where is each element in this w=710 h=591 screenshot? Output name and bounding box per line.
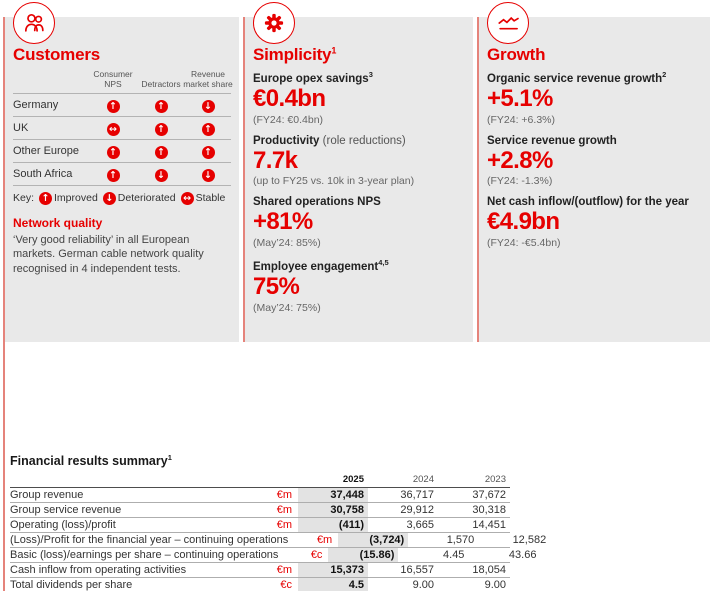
row-label: Group revenue bbox=[10, 489, 84, 502]
value-cell-2024: 3,665 bbox=[406, 519, 434, 532]
value-cell-2025: (15.86) bbox=[328, 548, 398, 562]
simplicity-title-text: Simplicity bbox=[253, 45, 332, 64]
key-item-label: Deteriorated bbox=[117, 192, 176, 205]
deteriorated-icon: ↓ bbox=[155, 169, 168, 182]
metric-caption: (May’24: 75%) bbox=[253, 301, 321, 314]
value-cell-2025: 4.5 bbox=[298, 578, 368, 591]
value-cell-2025: (3,724) bbox=[338, 533, 408, 547]
value-cell-2024: 36,717 bbox=[400, 489, 434, 502]
metric bbox=[253, 258, 465, 314]
customers-table-header bbox=[13, 70, 231, 93]
customers-card bbox=[3, 17, 239, 342]
left-rule bbox=[3, 342, 5, 591]
metric-caption: (up to FY25 vs. 10k in 3-year plan) bbox=[253, 175, 415, 188]
status-cell bbox=[87, 142, 139, 160]
improved-icon: ↑ bbox=[107, 169, 120, 182]
value-cell-2023: 9.00 bbox=[484, 579, 506, 591]
customers-table-row bbox=[13, 93, 231, 116]
metric bbox=[253, 135, 465, 188]
value-cell-2025: 37,448 bbox=[298, 488, 368, 502]
unit-cell: €m bbox=[276, 564, 292, 577]
value-cell-2024: 29,912 bbox=[400, 504, 434, 517]
metric-caption: (FY24: +6.3%) bbox=[487, 113, 555, 126]
financial-table-header bbox=[10, 474, 510, 487]
improved-icon: ↑ bbox=[155, 100, 168, 113]
year-header-2024: 2024 bbox=[412, 474, 434, 486]
customers-status-rows bbox=[13, 93, 231, 186]
status-cell bbox=[183, 142, 233, 160]
improved-icon: ↑ bbox=[202, 123, 215, 136]
metric-value: 7.7k bbox=[253, 146, 298, 174]
metric-label: Employee engagement$^{4,5}$ bbox=[253, 258, 389, 274]
trend-line-icon bbox=[487, 2, 529, 44]
value-cell-2023: 12,582 bbox=[512, 534, 547, 547]
value-cell-2024: 1,570 bbox=[446, 534, 475, 547]
metric-label: Shared operations NPS bbox=[253, 196, 381, 209]
metric-caption: (May’24: 85%) bbox=[253, 237, 321, 250]
deteriorated-icon: ↓ bbox=[103, 192, 116, 205]
status-cell bbox=[139, 165, 183, 183]
growth-title-text: Growth bbox=[487, 45, 546, 64]
row-label: Basic (loss)/earnings per share – continuing operations bbox=[10, 549, 279, 562]
status-cell bbox=[183, 165, 233, 183]
status-cell bbox=[87, 96, 139, 114]
status-key-items bbox=[34, 192, 225, 205]
improved-icon: ↑ bbox=[107, 146, 120, 159]
unit-cell: €m bbox=[316, 534, 333, 547]
metric-label: Organic service revenue growth$^2$ bbox=[487, 70, 667, 85]
people-icon bbox=[13, 2, 55, 44]
unit-cell: €m bbox=[276, 504, 292, 517]
unit-cell: €m bbox=[276, 519, 292, 532]
row-label: Cash inflow from operating activities bbox=[10, 564, 187, 577]
simplicity-title bbox=[253, 45, 465, 65]
value-cell-2024: 4.45 bbox=[443, 549, 465, 562]
growth-metrics bbox=[487, 70, 702, 249]
customers-title-text: Customers bbox=[13, 45, 101, 64]
key-item-label: Improved bbox=[54, 192, 98, 205]
metric-value: €4.9bn bbox=[487, 208, 560, 236]
customers-table-row bbox=[13, 162, 231, 185]
financial-table-row bbox=[10, 547, 537, 562]
improved-icon: ↑ bbox=[39, 192, 52, 205]
network-quality-body: ‘Very good reliability’ in all European markets. German cable network quality recognised in 4 independent tests. bbox=[13, 233, 204, 276]
metric bbox=[487, 135, 702, 188]
growth-card bbox=[477, 17, 710, 342]
row-label: Operating (loss)/profit bbox=[10, 519, 116, 532]
improved-icon: ↑ bbox=[155, 123, 168, 136]
financial-table-row bbox=[10, 562, 510, 577]
status-cell bbox=[139, 119, 183, 137]
financial-table-row bbox=[10, 502, 510, 517]
status-cell bbox=[183, 119, 233, 137]
row-label: (Loss)/Profit for the financial year – continuing operations bbox=[10, 534, 289, 547]
region-label: Germany bbox=[13, 98, 59, 111]
deteriorated-icon: ↓ bbox=[202, 100, 215, 113]
metric-label: Productivity (role reductions) bbox=[253, 134, 406, 147]
metric-label: Europe opex savings$^3$ bbox=[253, 70, 373, 85]
improved-icon: ↑ bbox=[202, 146, 215, 159]
growth-title bbox=[487, 45, 702, 65]
value-cell-2024: 9.00 bbox=[412, 579, 434, 591]
value-cell-2025: 30,758 bbox=[298, 503, 368, 517]
financial-results-section bbox=[10, 453, 547, 591]
value-cell-2023: 43.66 bbox=[508, 549, 537, 562]
financial-table-row bbox=[10, 517, 510, 532]
metric-label-suffix: (role reductions) bbox=[319, 134, 406, 147]
metric-caption: (FY24: -€5.4bn) bbox=[487, 237, 561, 250]
financial-table-title-text: Financial results summary bbox=[10, 454, 168, 469]
financial-table-row bbox=[10, 532, 547, 547]
metric-label: Service revenue growth bbox=[487, 134, 617, 147]
unit-cell: €c bbox=[280, 579, 292, 591]
value-cell-2025: (411) bbox=[298, 518, 368, 532]
metric-value: +5.1% bbox=[487, 84, 553, 112]
stable-icon: ↔ bbox=[181, 192, 194, 205]
status-key bbox=[13, 192, 231, 205]
unit-cell: €m bbox=[276, 489, 292, 502]
region-label: South Africa bbox=[13, 167, 73, 180]
simplicity-card bbox=[243, 17, 473, 342]
gear-icon bbox=[253, 2, 295, 44]
region-label: Other Europe bbox=[13, 144, 80, 157]
metric bbox=[253, 70, 465, 126]
financial-table-row bbox=[10, 488, 510, 502]
value-cell-2024: 16,557 bbox=[400, 564, 434, 577]
metric-footnote: 4,5 bbox=[378, 258, 389, 268]
stable-icon: ↔ bbox=[107, 123, 120, 136]
row-label: Total dividends per share bbox=[10, 579, 133, 591]
key-item-label: Stable bbox=[195, 192, 226, 205]
customers-status-table bbox=[13, 70, 231, 186]
metric-caption: (FY24: -1.3%) bbox=[487, 175, 553, 188]
simplicity-metrics bbox=[253, 70, 465, 314]
metric-caption: (FY24: €0.4bn) bbox=[253, 113, 324, 126]
value-cell-2023: 18,054 bbox=[472, 564, 506, 577]
customers-table-row bbox=[13, 116, 231, 139]
metric-value: +81% bbox=[253, 208, 313, 236]
deteriorated-icon: ↓ bbox=[202, 169, 215, 182]
year-header-2023: 2023 bbox=[484, 474, 506, 486]
metric-footnote: 3 bbox=[368, 70, 373, 79]
metric-value: €0.4bn bbox=[253, 84, 326, 112]
metric-value: +2.8% bbox=[487, 146, 553, 174]
value-cell-2023: 30,318 bbox=[472, 504, 506, 517]
metric-value: 75% bbox=[253, 273, 300, 301]
status-cell bbox=[183, 96, 233, 114]
metric bbox=[487, 70, 702, 126]
year-header-2025: 2025 bbox=[342, 474, 364, 486]
region-label: UK bbox=[13, 121, 29, 134]
financial-table-row bbox=[10, 577, 510, 591]
financial-table-body bbox=[10, 487, 547, 591]
improved-icon: ↑ bbox=[107, 100, 120, 113]
metric bbox=[487, 196, 702, 249]
value-cell-2023: 14,451 bbox=[472, 519, 506, 532]
metric-footnote: 2 bbox=[662, 70, 667, 79]
status-cell bbox=[139, 142, 183, 160]
improved-icon: ↑ bbox=[155, 146, 168, 159]
value-cell-2025: 15,373 bbox=[298, 563, 368, 577]
unit-cell: €c bbox=[310, 549, 323, 562]
simplicity-title-footnote: 1 bbox=[331, 45, 337, 56]
metric-label: Net cash inflow/(outflow) for the year bbox=[487, 196, 689, 209]
column-header-consumer-nps: Consumer NPS bbox=[93, 69, 133, 89]
column-header-detractors: Detractors bbox=[141, 78, 181, 89]
financial-table-title-footnote: 1 bbox=[167, 453, 172, 462]
value-cell-2023: 37,672 bbox=[472, 489, 506, 502]
financial-table-title bbox=[10, 453, 510, 468]
status-cell bbox=[87, 165, 139, 183]
status-cell bbox=[139, 96, 183, 114]
customers-title bbox=[13, 45, 231, 65]
customers-table-row bbox=[13, 139, 231, 162]
status-cell bbox=[87, 119, 139, 137]
column-header-revenue-market-share: Revenue market share bbox=[183, 69, 233, 89]
key-label-title: Key: bbox=[13, 192, 35, 205]
metric bbox=[253, 196, 465, 249]
network-quality-title: Network quality bbox=[13, 215, 103, 230]
row-label: Group service revenue bbox=[10, 504, 122, 517]
